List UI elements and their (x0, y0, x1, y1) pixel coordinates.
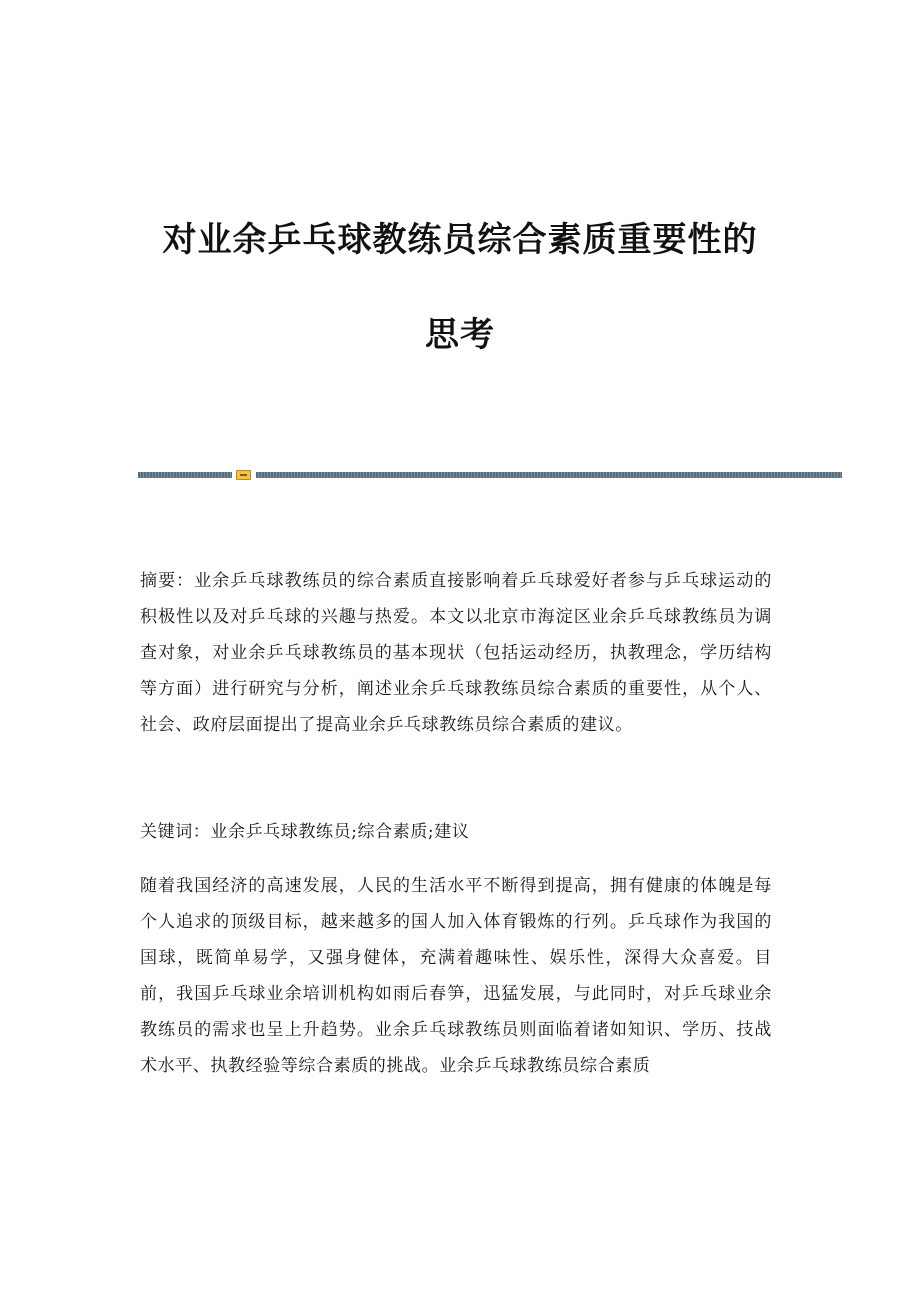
abstract-paragraph: 摘要：业余乒乓球教练员的综合素质直接影响着乒乓球爱好者参与乒乓球运动的积极性以及对乒乓球的兴趣与热爱。本文以北京市海淀区业余乒乓球教练员为调查对象，对业余乒乓球教练员的基本现状（包括运动经历，执教理念，学历结构等方面）进行研究与分析，阐述业余乒乓球教练员综合素质的重要性，从个人、社会、政府层面提出了提高业余乒乓球教练员综合素质的建议。 (140, 571, 772, 735)
body-paragraph: 随着我国经济的高速发展，人民的生活水平不断得到提高，拥有健康的体魄是每个人追求的顶级目标，越来越多的国人加入体育锻炼的行列。乒乓球作为我国的国球，既简单易学，又强身健体，充满着趣味性、娱乐性，深得大众喜爱。目前，我国乒乓球业余培训机构如雨后春笋，迅猛发展，与此同时，对乒乓球业余教练员的需求也呈上升趋势。业余乒乓球教练员则面临着诸如知识、学历、技战术水平、执教经验等综合素质的挑战。业余乒乓球教练员综合素质 (140, 876, 772, 1076)
document-title-line-1: 对业余乒乓球教练员综合素质重要性的 (162, 220, 758, 260)
keywords-line: 关键词：业余乒乓球教练员;综合素质;建议 (140, 822, 470, 842)
title-divider (138, 470, 842, 480)
divider-bar-left (138, 472, 232, 478)
divider-bar-right (256, 472, 842, 478)
divider-ornament-icon (236, 470, 251, 480)
document-title-line-2: 思考 (425, 315, 495, 355)
